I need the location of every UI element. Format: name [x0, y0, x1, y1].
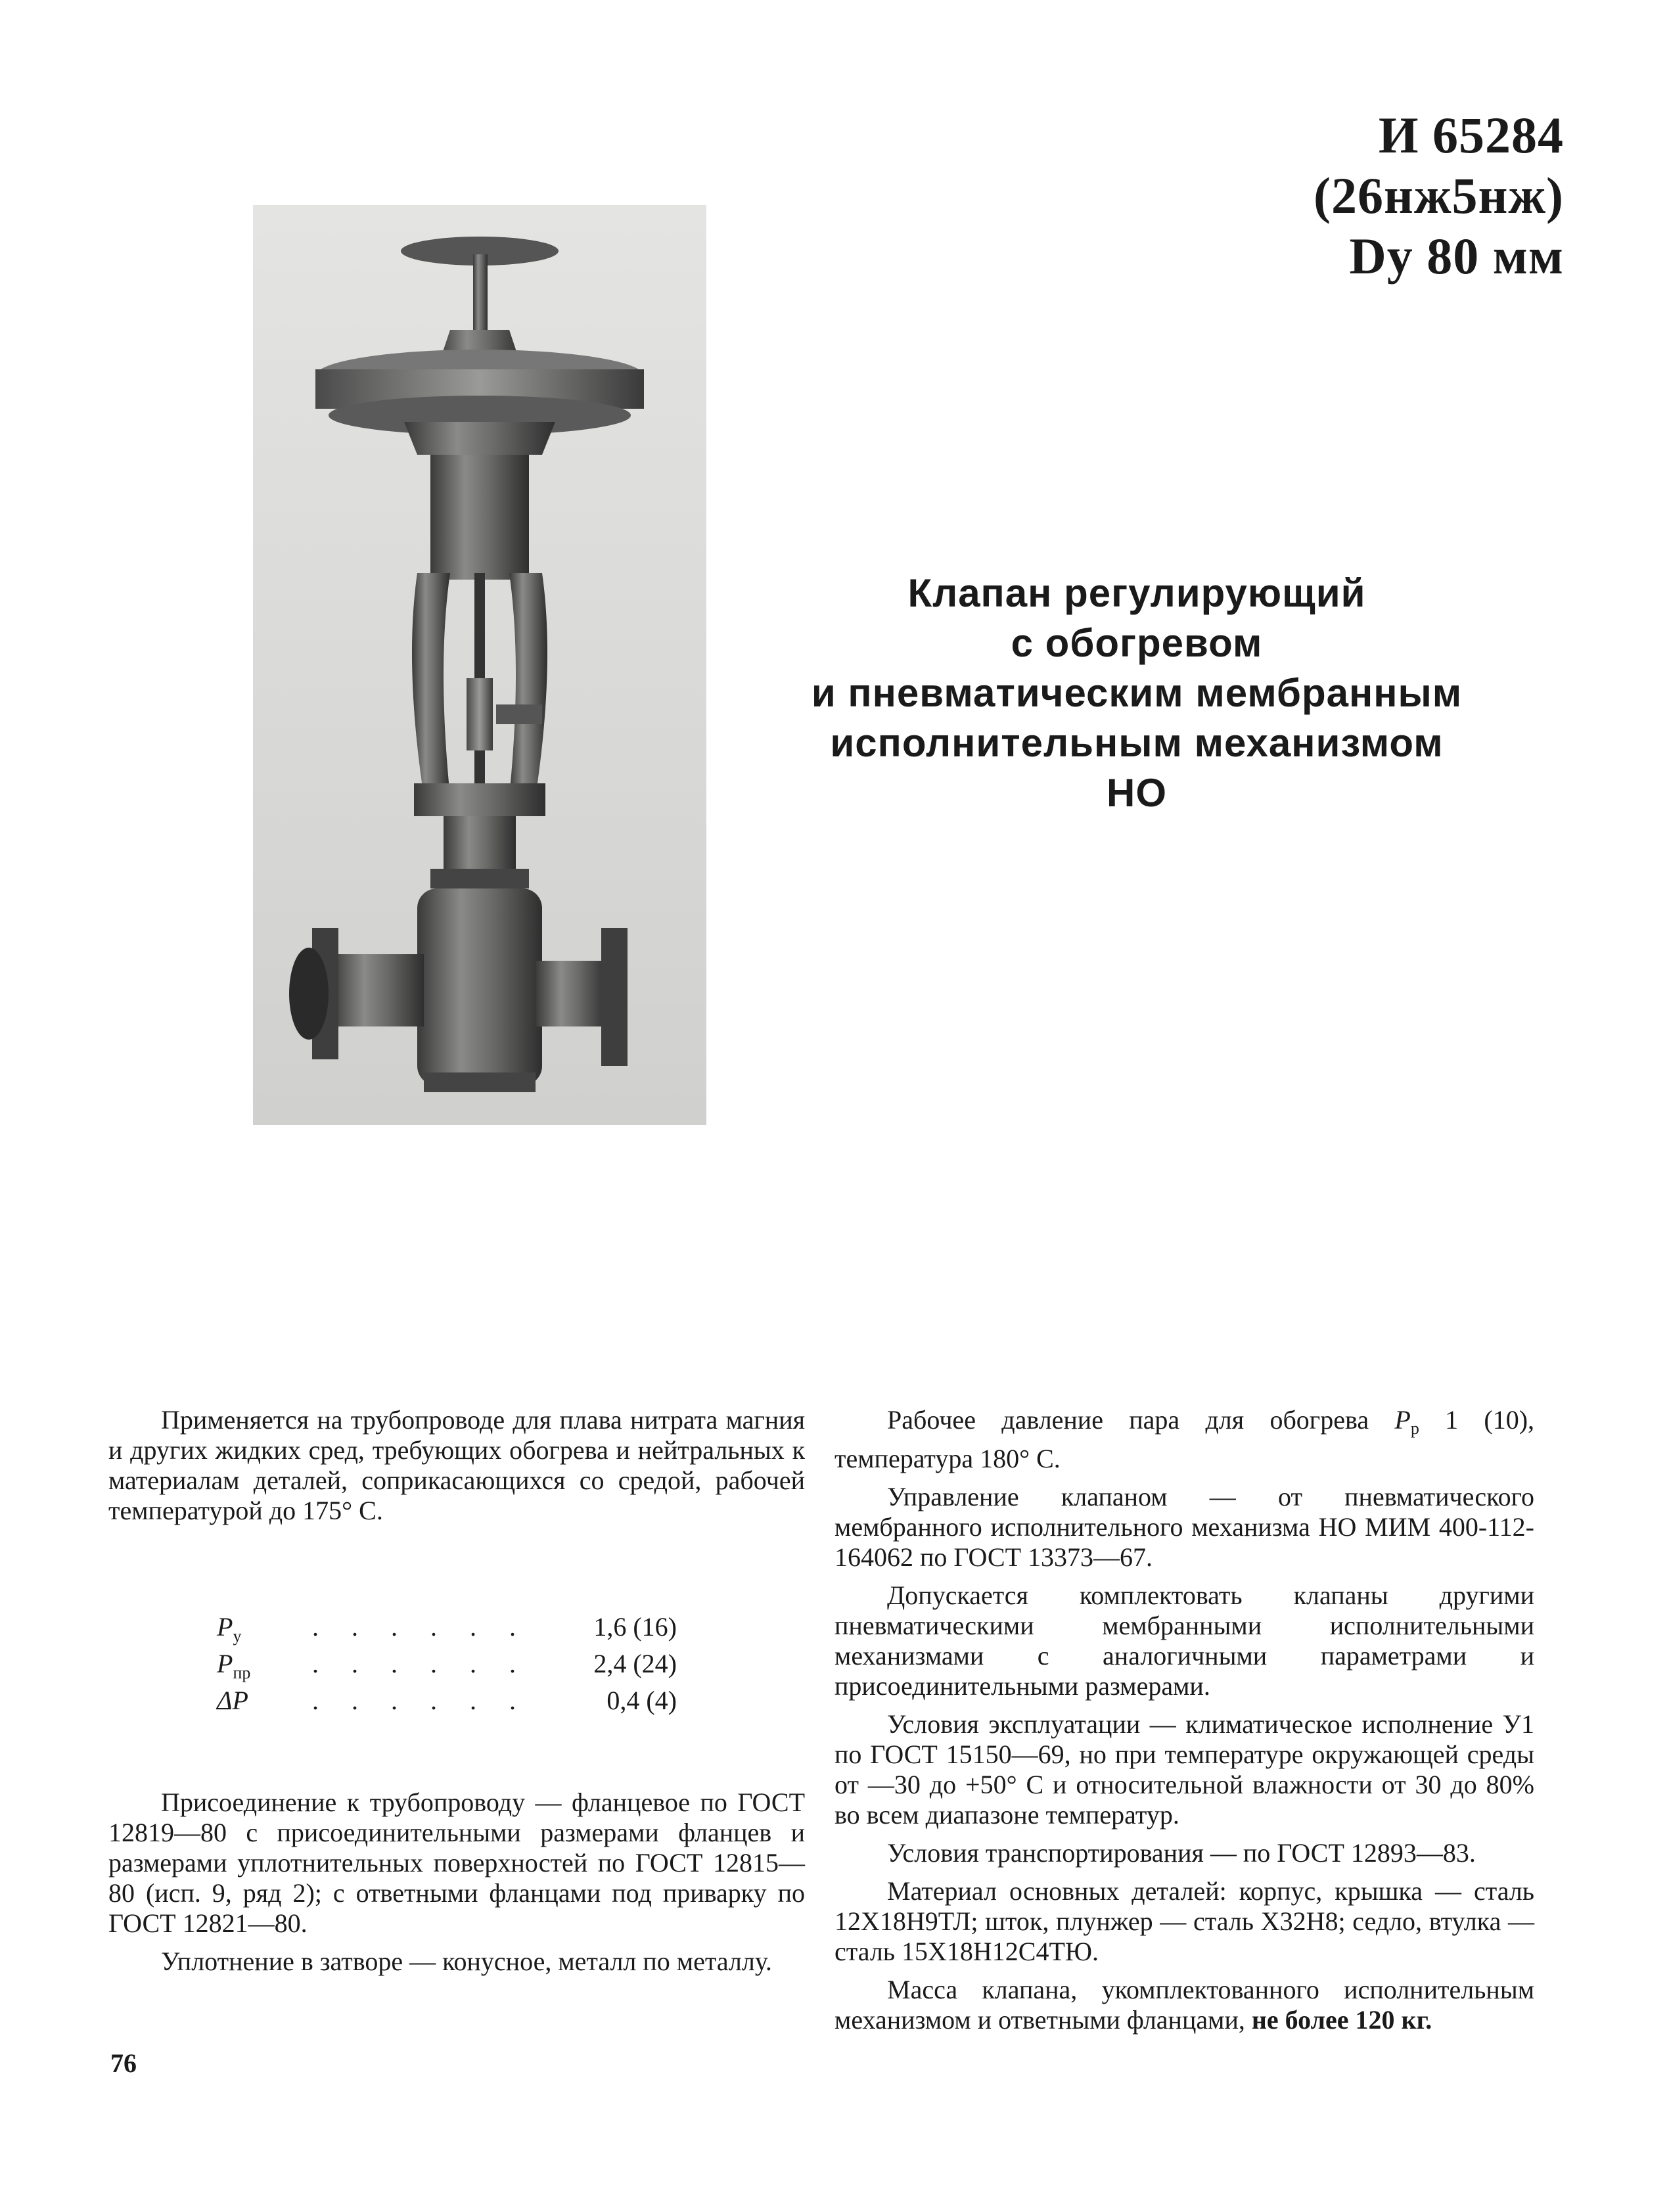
spec-symbol: $P_у$: [217, 1612, 242, 1646]
steam-pressure-paragraph: Рабочее давление пара для обогрева $P_р$ 1 (10), температура 180° С.: [834, 1405, 1535, 1473]
title-line-3: и пневматическим мембранным: [811, 671, 1463, 715]
spec-row-pressure-drop: [217, 1682, 677, 1719]
spec-value: 1,6 (16): [593, 1612, 677, 1642]
spec-value: 2,4 (24): [593, 1649, 677, 1678]
title-line-2: с обогревом: [1011, 621, 1263, 665]
product-code: И 65284: [1378, 106, 1564, 164]
product-title: [808, 568, 1465, 818]
valve-photo: [253, 205, 706, 1125]
right-column: [834, 1405, 1534, 2043]
title-line-1: Клапан регулирующий: [907, 571, 1366, 615]
title-line-5: НО: [1107, 771, 1167, 815]
allowed-paragraph: Допускается комплектовать клапаны другими пневматическими мембранными исполнительными механизмами с аналогичными параметрами и присоединительными размерами.: [834, 1580, 1534, 1701]
operation-paragraph: Условия эксплуатации — климатическое исполнение У1 по ГОСТ 15150—69, но при температуре окружающей среды от —30 до +50° С и относительной влажности от 30 до 80% во всем диапазоне температур.: [834, 1709, 1534, 1830]
product-designation: (26нж5нж): [1314, 167, 1564, 224]
control-paragraph: Управление клапаном — от пневматического мембранного исполнительного механизма НО МИМ 400-112-164062 по ГОСТ 13373—67.: [834, 1482, 1534, 1572]
spec-row-test-pressure: [217, 1646, 677, 1682]
page-number: 76: [110, 2048, 137, 2078]
sealing-paragraph: Уплотнение в затворе — конусное, металл по металлу.: [161, 1947, 772, 1976]
spec-value: 0,4 (4): [606, 1686, 677, 1715]
spec-leader-dots: . . . . . .: [312, 1649, 529, 1678]
spec-symbol: ΔP: [217, 1686, 248, 1715]
material-paragraph: Материал основных деталей: корпус, крышка — сталь 12Х18Н9ТЛ; шток, плунжер — сталь Х32Н8; седло, втулка — сталь 15Х18Н12С4ТЮ.: [834, 1876, 1534, 1966]
nominal-diameter: Dу 80 мм: [1349, 227, 1564, 285]
product-code-block: [1222, 105, 1564, 287]
left-column-intro: [108, 1405, 805, 1534]
spec-leader-dots: . . . . . .: [312, 1686, 529, 1715]
connection-paragraph: Присоединение к трубопроводу — фланцевое по ГОСТ 12819—80 с присоединительными размерами фланцев и размерами уплотнительных поверхностей по ГОСТ 12815—80 (исп. 9, ряд 2); с ответными фланцами под приварку по ГОСТ 12821—80.: [108, 1787, 805, 1938]
pressure-specs: [217, 1609, 677, 1719]
spec-leader-dots: . . . . . .: [312, 1612, 529, 1642]
spec-symbol: $P_{пр}$: [217, 1649, 251, 1682]
left-column-body: [108, 1787, 805, 1985]
mass-paragraph: Масса клапана, укомплектованного исполнительным механизмом и ответными фланцами, не более 120 кг.: [834, 1975, 1534, 2035]
application-paragraph: Применяется на трубопроводе для плава нитрата магния и других жидких сред, требующих обогрева и нейтральных к материалам деталей, соприкасающихся со средой, рабочей температурой до 175° С.: [108, 1405, 805, 1525]
title-line-4: исполнительным механизмом: [830, 721, 1444, 765]
transport-paragraph: Условия транспортирования — по ГОСТ 12893—83.: [887, 1838, 1476, 1868]
spec-row-nominal-pressure: [217, 1609, 677, 1646]
